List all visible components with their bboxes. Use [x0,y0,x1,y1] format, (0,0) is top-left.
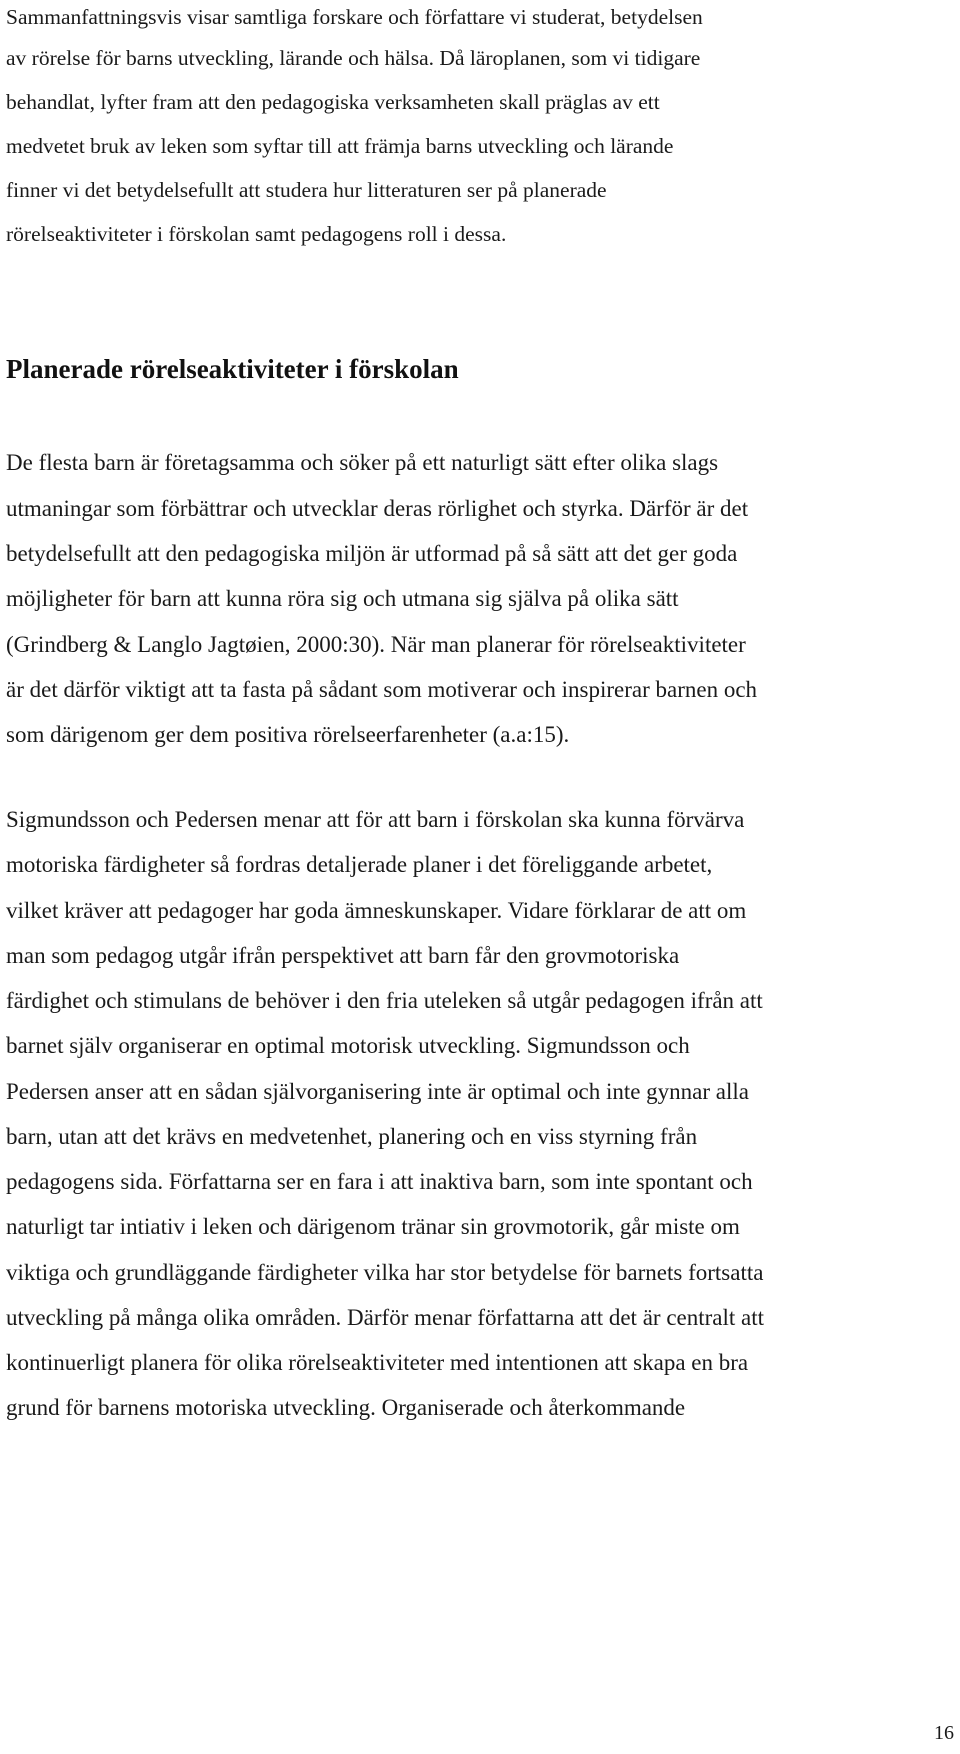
paragraph-line: grund för barnens motoriska utveckling. Organiserade och återkommande [6,1395,686,1420]
paragraph-line: Pedersen anser att en sådan självorganisering inte är optimal och inte gynnar alla [6,1079,749,1104]
paragraph-line: vilket kräver att pedagoger har goda ämneskunskaper. Vidare förklarar de att om [6,898,747,923]
paragraph-line: som därigenom ger dem positiva rörelseerfarenheter (a.a:15). [6,722,570,747]
intro-line: Sammanfattningsvis visar samtliga forskare och författare vi studerat, betydelsen [6,5,703,29]
intro-line: av rörelse för barns utveckling, lärande och hälsa. Då läroplanen, som vi tidigare [6,46,701,70]
intro-line: medvetet bruk av leken som syftar till att främja barns utveckling och lärande [6,134,674,158]
paragraph-line: kontinuerligt planera för olika rörelseaktiviteter med intentionen att skapa en bra [6,1350,749,1375]
paragraph-line: färdighet och stimulans de behöver i den fria uteleken så utgår pedagogen ifrån att [6,988,763,1013]
paragraph-line: möjligheter för barn att kunna röra sig och utmana sig själva på olika sätt [6,586,679,611]
section-heading: Planerade rörelseaktiviteter i förskolan [6,354,459,384]
paragraph-line: motoriska färdigheter så fordras detaljerade planer i det föreliggande arbetet, [6,852,713,877]
intro-line: finner vi det betydelsefullt att studera hur litteraturen ser på planerade [6,178,607,202]
paragraph-line: Sigmundsson och Pedersen menar att för att barn i förskolan ska kunna förvärva [6,807,745,832]
paragraph-line: barnet själv organiserar en optimal motorisk utveckling. Sigmundsson och [6,1033,690,1058]
paragraph-line: (Grindberg & Langlo Jagtøien, 2000:30). När man planerar för rörelseaktiviteter [6,632,746,657]
paragraph-line: barn, utan att det krävs en medvetenhet, planering och en viss styrning från [6,1124,698,1149]
paragraph-line: är det därför viktigt att ta fasta på sådant som motiverar och inspirerar barnen och [6,677,758,702]
paragraph-line: man som pedagog utgår ifrån perspektivet att barn får den grovmotoriska [6,943,680,968]
intro-line: behandlat, lyfter fram att den pedagogiska verksamheten skall präglas av ett [6,90,660,114]
intro-line: rörelseaktiviteter i förskolan samt pedagogens roll i dessa. [6,222,507,246]
paragraph-line: pedagogens sida. Författarna ser en fara i att inaktiva barn, som inte spontant och [6,1169,753,1194]
page-number: 16 [934,1722,954,1744]
paragraph-line: naturligt tar intiativ i leken och därigenom tränar sin grovmotorik, går miste om [6,1214,740,1239]
paragraph-line: De flesta barn är företagsamma och söker på ett naturligt sätt efter olika slags [6,450,719,475]
paragraph-line: utmaningar som förbättrar och utvecklar deras rörlighet och styrka. Därför är det [6,496,749,521]
paragraph-line: betydelsefullt att den pedagogiska miljön är utformad på så sätt att det ger goda [6,541,738,566]
paragraph-line: viktiga och grundläggande färdigheter vilka har stor betydelse för barnets fortsatta [6,1260,764,1285]
paragraph-line: utveckling på många olika områden. Därför menar författarna att det är centralt att [6,1305,765,1330]
